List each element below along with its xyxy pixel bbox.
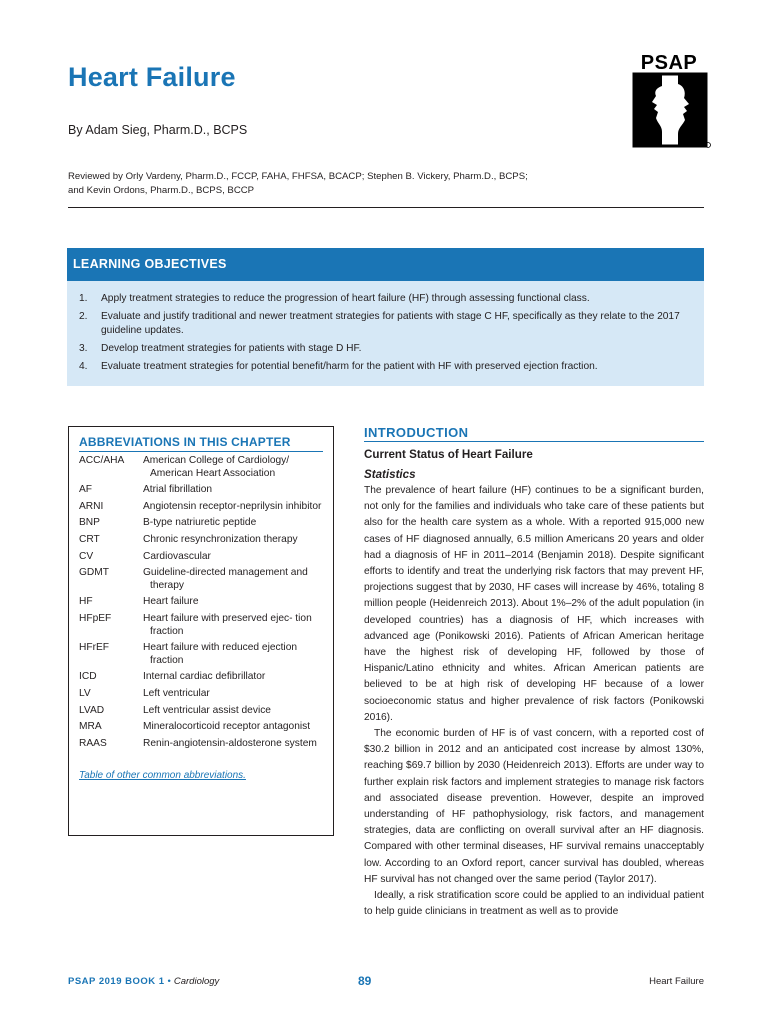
psap-faces-icon [632,72,712,148]
abbreviation-definition: Left ventricular [143,687,210,699]
abbreviation-term: ACC/AHA [79,455,125,466]
abbreviation-row [79,501,323,514]
abbreviation-definition: Renin-angiotensin-aldosterone system [143,737,317,749]
body-paragraph: The prevalence of heart failure (HF) continues to be a significant burden, not only for the families and individuals who take care of these patients but also for the health care system as a whole. With a reported 915,000 new cases of HF diagnosed annually, 6.5 million Americans 20 years and older had a diagnosis of HF in 2011–2014 (Benjamin 2018). Despite significant efforts to identify and treat the underlying risk factors that may prevent HF, projections suggest that by 2030, HF cases will increase by 46%, totaling 8 million people (Heidenreich 2013). About 1%–2% of the adult population (in developed countries) has a diagnosis of HF, which increases with advanced age (Ponikowski 2016). Patients of African American heritage have the highest risk of developing HF, followed by those of Hispanic/Latino ethnicity and whites. African American patients are believed to be at high risk of developing HF because of a lower socioeconomic status and higher prevalence of risk factors (Ponikowski 2016). [364,485,704,723]
statistics-subheading: Statistics [364,468,416,481]
psap-logo-text: PSAP [640,52,698,74]
abbreviation-row [79,455,323,480]
abbreviation-row [79,517,323,530]
author-line: By Adam Sieg, Pharm.D., BCPS [68,123,248,137]
footer-brand: PSAP 2019 BOOK 1 [68,976,165,987]
abbreviation-definition: Left ventricular assist device [143,704,271,716]
abbreviation-row [79,721,323,734]
abbreviation-definition: Mineralocorticoid receptor antagonist [143,721,311,733]
abbreviation-row [79,688,323,701]
introduction-heading: INTRODUCTION [364,425,704,442]
learning-objectives-list [67,281,704,374]
abbreviation-definition: Cardiovascular [143,550,211,562]
abbreviation-definition: Guideline-directed management and therapy [143,567,308,591]
abbreviation-row [79,534,323,547]
abbreviation-row [79,642,323,667]
objective-number: 4. [79,361,88,372]
abbreviation-term: GDMT [79,567,109,579]
footer-chapter: Heart Failure [649,976,704,987]
abbreviation-term: LV [79,687,91,699]
page-number: 89 [358,974,372,988]
objective-item [79,310,692,338]
abbreviation-row [79,567,323,592]
abbreviation-term: AF [79,484,93,496]
abbreviation-row [79,551,323,564]
abbreviation-row [79,613,323,638]
footer-section: Cardiology [173,976,220,987]
abbreviations-heading: ABBREVIATIONS IN THIS CHAPTER [79,435,323,452]
abbreviation-row [79,671,323,684]
objective-text: Evaluate and justify traditional and newer treatment strategies for patients with stage C HF, specifically as they relate to the 2017 guideline updates. [101,311,680,336]
introduction-section [364,425,704,920]
body-paragraph: The economic burden of HF is of vast concern, with a reported cost of $30.2 billion in 2012 and an anticipated cost increase by almost 130%, reaching $69.7 billion by 2030 (Heidenreich 2013). Efforts are under way to further explain risk factors and implement strategies to manage risk factors and associated disease prevention. However, despite an improved understanding of HF pathophysiology, risk factors, and management strategies, data are conflicting on overall survival after an HF diagnosis. Compared with other terminal diseases, HF survival remains unacceptably low. According to an Oxford report, cancer survival has doubled, whereas HF survival has not changed over the same period (Taylor 2017). [364,728,704,885]
abbreviation-row [79,705,323,718]
abbreviation-term: MRA [79,721,102,733]
abbreviation-term: HF [79,596,93,608]
objective-number: 1. [79,293,88,304]
abbreviation-definition: B-type natriuretic peptide [143,517,257,529]
objective-number: 3. [79,343,88,354]
abbreviation-term: ICD [79,671,97,683]
body-paragraph: Ideally, a risk stratification score could be applied to an individual patient to help guide clinicians in treatment as well as to provide [364,890,704,918]
abbreviation-definition: Internal cardiac defibrillator [143,671,266,683]
psap-logo [632,52,712,148]
abbreviation-definition: Atrial fibrillation [143,484,213,496]
abbreviation-row [79,484,323,497]
abbreviation-term: ARNI [79,500,104,512]
chapter-title: Heart Failure [68,62,236,92]
abbreviation-term: BNP [79,517,100,529]
learning-objectives-heading: LEARNING OBJECTIVES [67,248,704,281]
abbreviation-term: HFpEF [79,612,112,624]
abbreviation-definition: Heart failure with preserved ejec- tion fraction [143,612,312,637]
abbreviation-definition: American College of Cardiology/ American Heart Association [143,455,290,479]
section-subheading: Current Status of Heart Failure [364,448,533,461]
objective-number: 2. [79,311,88,322]
abbreviation-row [79,596,323,609]
header-divider [68,207,704,208]
abbreviations-box [68,426,334,836]
abbreviation-term: HFrEF [79,642,109,654]
abbreviation-term: RAAS [79,737,107,749]
objective-text: Evaluate treatment strategies for potential benefit/harm for the patient with HF with preserved ejection fraction. [101,361,598,372]
objective-text: Develop treatment strategies for patients with stage D HF. [101,343,362,354]
reviewers-block [68,170,588,198]
abbreviation-definition: Angiotensin receptor-neprilysin inhibitor [143,500,322,512]
footer-separator: • [167,976,171,987]
abbreviation-definition: Heart failure with reduced ejection fraction [143,642,298,666]
other-abbreviations-link[interactable]: Table of other common abbreviations. [79,770,246,782]
abbreviation-row [79,738,323,751]
abbreviation-term: CV [79,550,94,562]
learning-objectives-box [67,248,704,386]
abbreviation-term: CRT [79,533,100,545]
objective-item [79,292,692,306]
footer-book-info [68,976,219,987]
objective-text: Apply treatment strategies to reduce the progression of heart failure (HF) through assessing functional class. [101,293,590,304]
objective-item [79,360,692,374]
reviewers-line-1: Reviewed by Orly Vardeny, Pharm.D., FCCP, FAHA, FHFSA, BCACP; Stephen B. Vickery, Pharm.D., BCPS; [68,171,528,182]
abbreviation-definition: Chronic resynchronization therapy [143,533,298,545]
objective-item [79,342,692,356]
abbreviation-definition: Heart failure [143,596,199,608]
abbreviation-term: LVAD [79,704,105,716]
reviewers-line-2: and Kevin Ordons, Pharm.D., BCPS, BCCP [68,185,255,196]
